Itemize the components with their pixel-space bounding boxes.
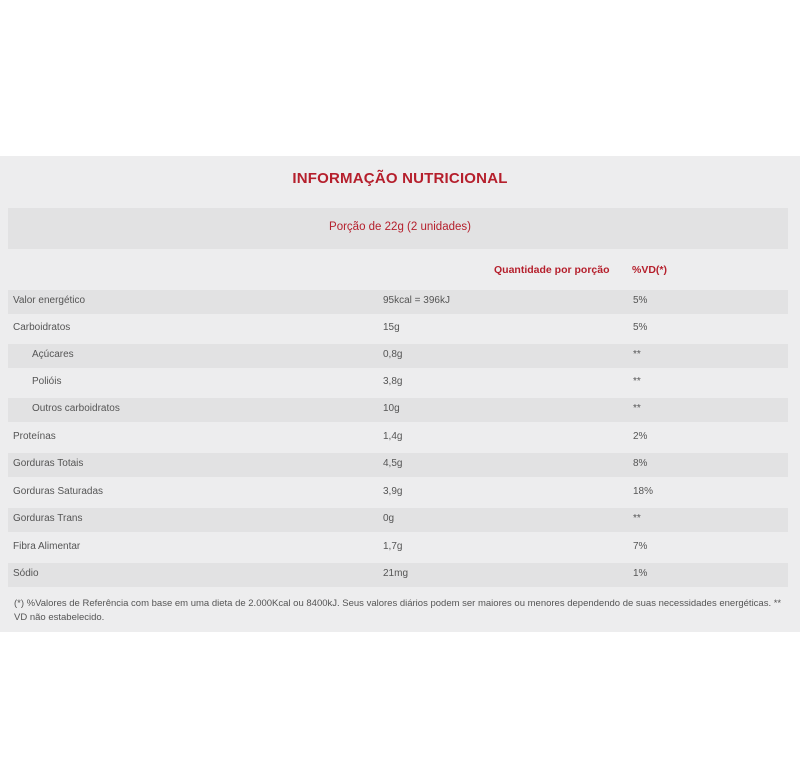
nutrient-vd: 2%: [633, 431, 648, 442]
nutrient-quantity: 1,7g: [383, 541, 403, 552]
nutrient-quantity: 1,4g: [383, 431, 403, 442]
vd-column-header: %VD(*): [632, 264, 668, 276]
table-row: [8, 317, 788, 341]
nutrient-name: Proteínas: [13, 431, 56, 442]
nutrient-quantity: 3,9g: [383, 486, 403, 497]
nutrient-vd: 7%: [633, 541, 648, 552]
nutrient-quantity: 15g: [383, 322, 400, 333]
nutrient-name: Sódio: [13, 568, 39, 579]
nutrient-vd: **: [633, 403, 641, 414]
table-row: [8, 398, 788, 422]
nutrient-name: Polióis: [32, 376, 62, 387]
portion-size: Porção de 22g (2 unidades): [329, 221, 471, 233]
nutrient-quantity: 0,8g: [383, 349, 403, 360]
nutrient-name: Fibra Alimentar: [13, 541, 81, 552]
table-row: [8, 536, 788, 560]
table-row: [8, 453, 788, 477]
nutrient-quantity: 4,5g: [383, 458, 403, 469]
table-row: [8, 563, 788, 587]
nutrient-vd: 1%: [633, 568, 648, 579]
table-row: [8, 344, 788, 368]
nutrient-vd: 18%: [633, 486, 654, 497]
nutrient-vd: **: [633, 513, 641, 524]
nutrient-quantity: 95kcal = 396kJ: [383, 295, 450, 306]
nutrient-vd: **: [633, 376, 641, 387]
nutrient-quantity: 0g: [383, 513, 395, 524]
nutrient-name: Gorduras Totais: [13, 458, 84, 469]
nutrient-quantity: 21mg: [383, 568, 409, 579]
footnote: (*) %Valores de Referência com base em uma dieta de 2.000Kcal ou 8400kJ. Seus valores diários podem ser maiores ou menores dependendo de suas necessidades energéticas. ** VD não estabelecido.: [14, 598, 782, 623]
table-row: [8, 371, 788, 395]
table-row: [8, 290, 788, 314]
nutrient-name: Carboidratos: [13, 322, 71, 333]
nutrient-vd: 5%: [633, 295, 648, 306]
nutrient-name: Gorduras Trans: [13, 513, 83, 524]
nutrient-name: Açúcares: [32, 349, 74, 360]
nutrient-quantity: 3,8g: [383, 376, 403, 387]
nutrient-name: Outros carboidratos: [32, 403, 120, 414]
nutrient-vd: 5%: [633, 322, 648, 333]
table-row: [8, 508, 788, 532]
table-row: [8, 426, 788, 450]
nutrient-vd: **: [633, 349, 641, 360]
nutrient-vd: 8%: [633, 458, 648, 469]
quantity-column-header: Quantidade por porção: [494, 264, 610, 276]
nutrition-title: INFORMAÇÃO NUTRICIONAL: [292, 170, 508, 187]
nutrient-name: Valor energético: [13, 295, 86, 306]
table-row: [8, 481, 788, 505]
nutrient-quantity: 10g: [383, 403, 400, 414]
nutrient-name: Gorduras Saturadas: [13, 486, 104, 497]
